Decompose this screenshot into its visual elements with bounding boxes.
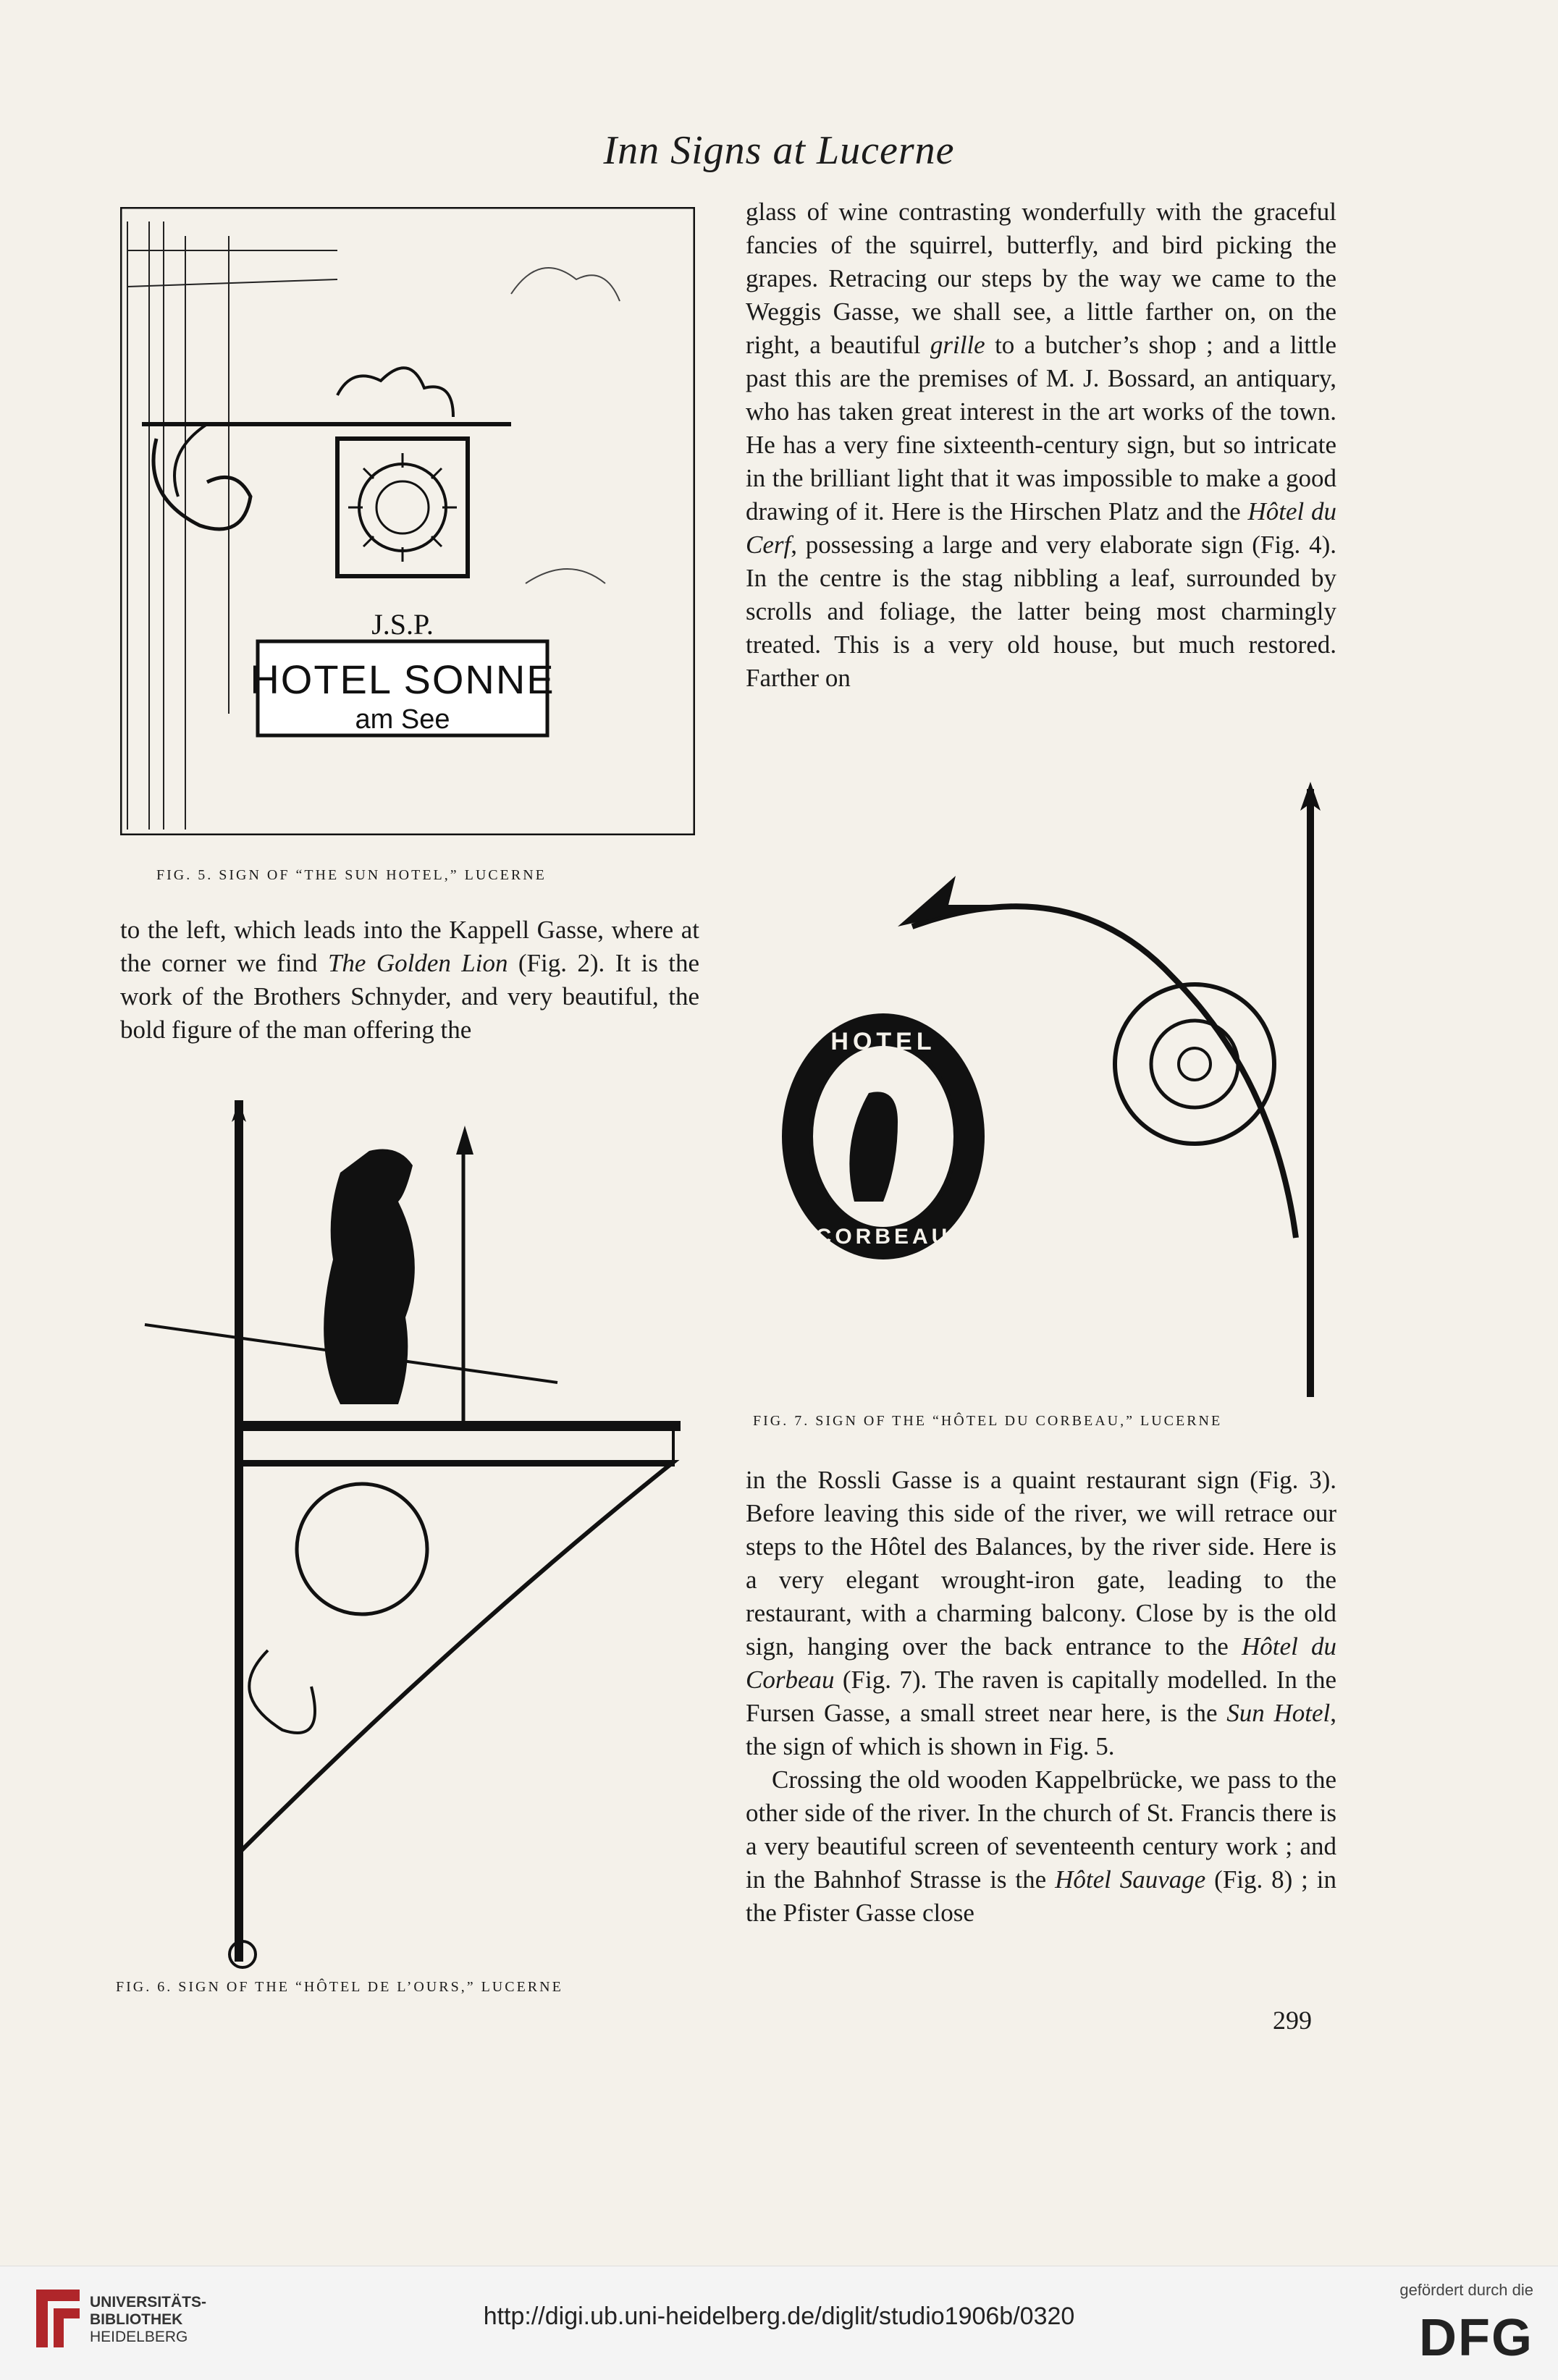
right-column-lower-text: [746, 1464, 1336, 1930]
right-paragraph-3: Crossing the old wooden Kappelbrücke, we pass to the other side of the river. In the church of St. Francis there is a very beautiful screen of seventeenth century work ; and in the Bahnhof Strasse is the Hôtel Sauvage (Fig. 8) ; in the Pfister Gasse close: [746, 1765, 1337, 1927]
permalink-url[interactable]: http://digi.ub.uni-heidelberg.de/diglit/studio1906b/0320: [483, 2303, 1075, 2330]
funder-label: gefördert durch die: [1399, 2281, 1533, 2299]
figure-6-ours-sign: [123, 1071, 702, 1969]
ours-sign-drawing: [123, 1071, 702, 1969]
page-number: 299: [1273, 2006, 1312, 2035]
right-paragraph-1: glass of wine contrasting wonderfully with the graceful fancies of the squirrel, butterfly, and bird picking the grapes. Retracing our steps by the way we came to the Weggis Gasse, we shall see, a little farther on, on the right, a beautiful grille to a butcher’s shop ; and a little past this are the premises of M. J. Bossard, an antiquary, who has taken great interest in the art works of the town. He has a very fine sixteenth-century sign, but so intricate in the brilliant light that it was impossible to make a good drawing of it. Here is the Hirschen Platz and the Hôtel du Cerf, possessing a large and very elaborate sign (Fig. 4). In the centre is the stag nibbling a leaf, surrounded by scrolls and foliage, the latter being most charmingly treated. This is a very old house, but much restored. Farther on: [746, 198, 1336, 692]
digitization-footer: [0, 2266, 1558, 2380]
right-column-upper-text: [746, 195, 1336, 695]
figure-5-sun-hotel-sign: [120, 207, 695, 835]
right-paragraph-2: in the Rossli Gasse is a quaint restaurant sign (Fig. 3). Before leaving this side of the river, we will retrace our steps to the Hôtel des Balances, by the river side. Here is a very elegant wrought-iron gate, leading to the restaurant, with a charming balcony. Close by is the old sign, hanging over the back entrance to the Hôtel du Corbeau (Fig. 7). The raven is capitally modelled. In the Fursen Gasse, a small street near here, is the Sun Hotel, the sign of which is shown in Fig. 5.: [746, 1466, 1336, 1760]
medallion-top-text: HOTEL: [830, 1028, 936, 1055]
dfg-logo: DFG: [1419, 2309, 1533, 2367]
left-paragraph: to the left, which leads into the Kappell Gasse, where at the corner we find The Golden Lion (Fig. 2). It is the work of the Brothers Schnyder, and very beautiful, the bold figure of the man offering the: [120, 916, 699, 1044]
figure-7-caption: FIG. 7. SIGN OF THE “HÔTEL DU CORBEAU,” LUCERNE: [753, 1413, 1223, 1429]
sign-main-text: HOTEL SONNE: [250, 657, 555, 702]
corbeau-sign-drawing: [767, 775, 1347, 1411]
figure-6-caption: FIG. 6. SIGN OF THE “HÔTEL DE L’OURS,” LUCERNE: [116, 1979, 563, 1995]
sign-sub-text: am See: [355, 704, 450, 735]
sign-top-text: J.S.P.: [371, 608, 434, 641]
left-column-text: [120, 913, 699, 1047]
running-head: Inn Signs at Lucerne: [603, 128, 955, 173]
medallion-bottom-text: CORBEAU: [815, 1225, 951, 1249]
figure-7-corbeau-sign: [767, 775, 1347, 1411]
sun-hotel-sign-drawing: [120, 207, 695, 835]
figure-5-caption: FIG. 5. SIGN OF “THE SUN HOTEL,” LUCERNE: [156, 867, 547, 883]
institution-name: UNIVERSITÄTS- BIBLIOTHEK HEIDELBERG: [90, 2294, 207, 2345]
